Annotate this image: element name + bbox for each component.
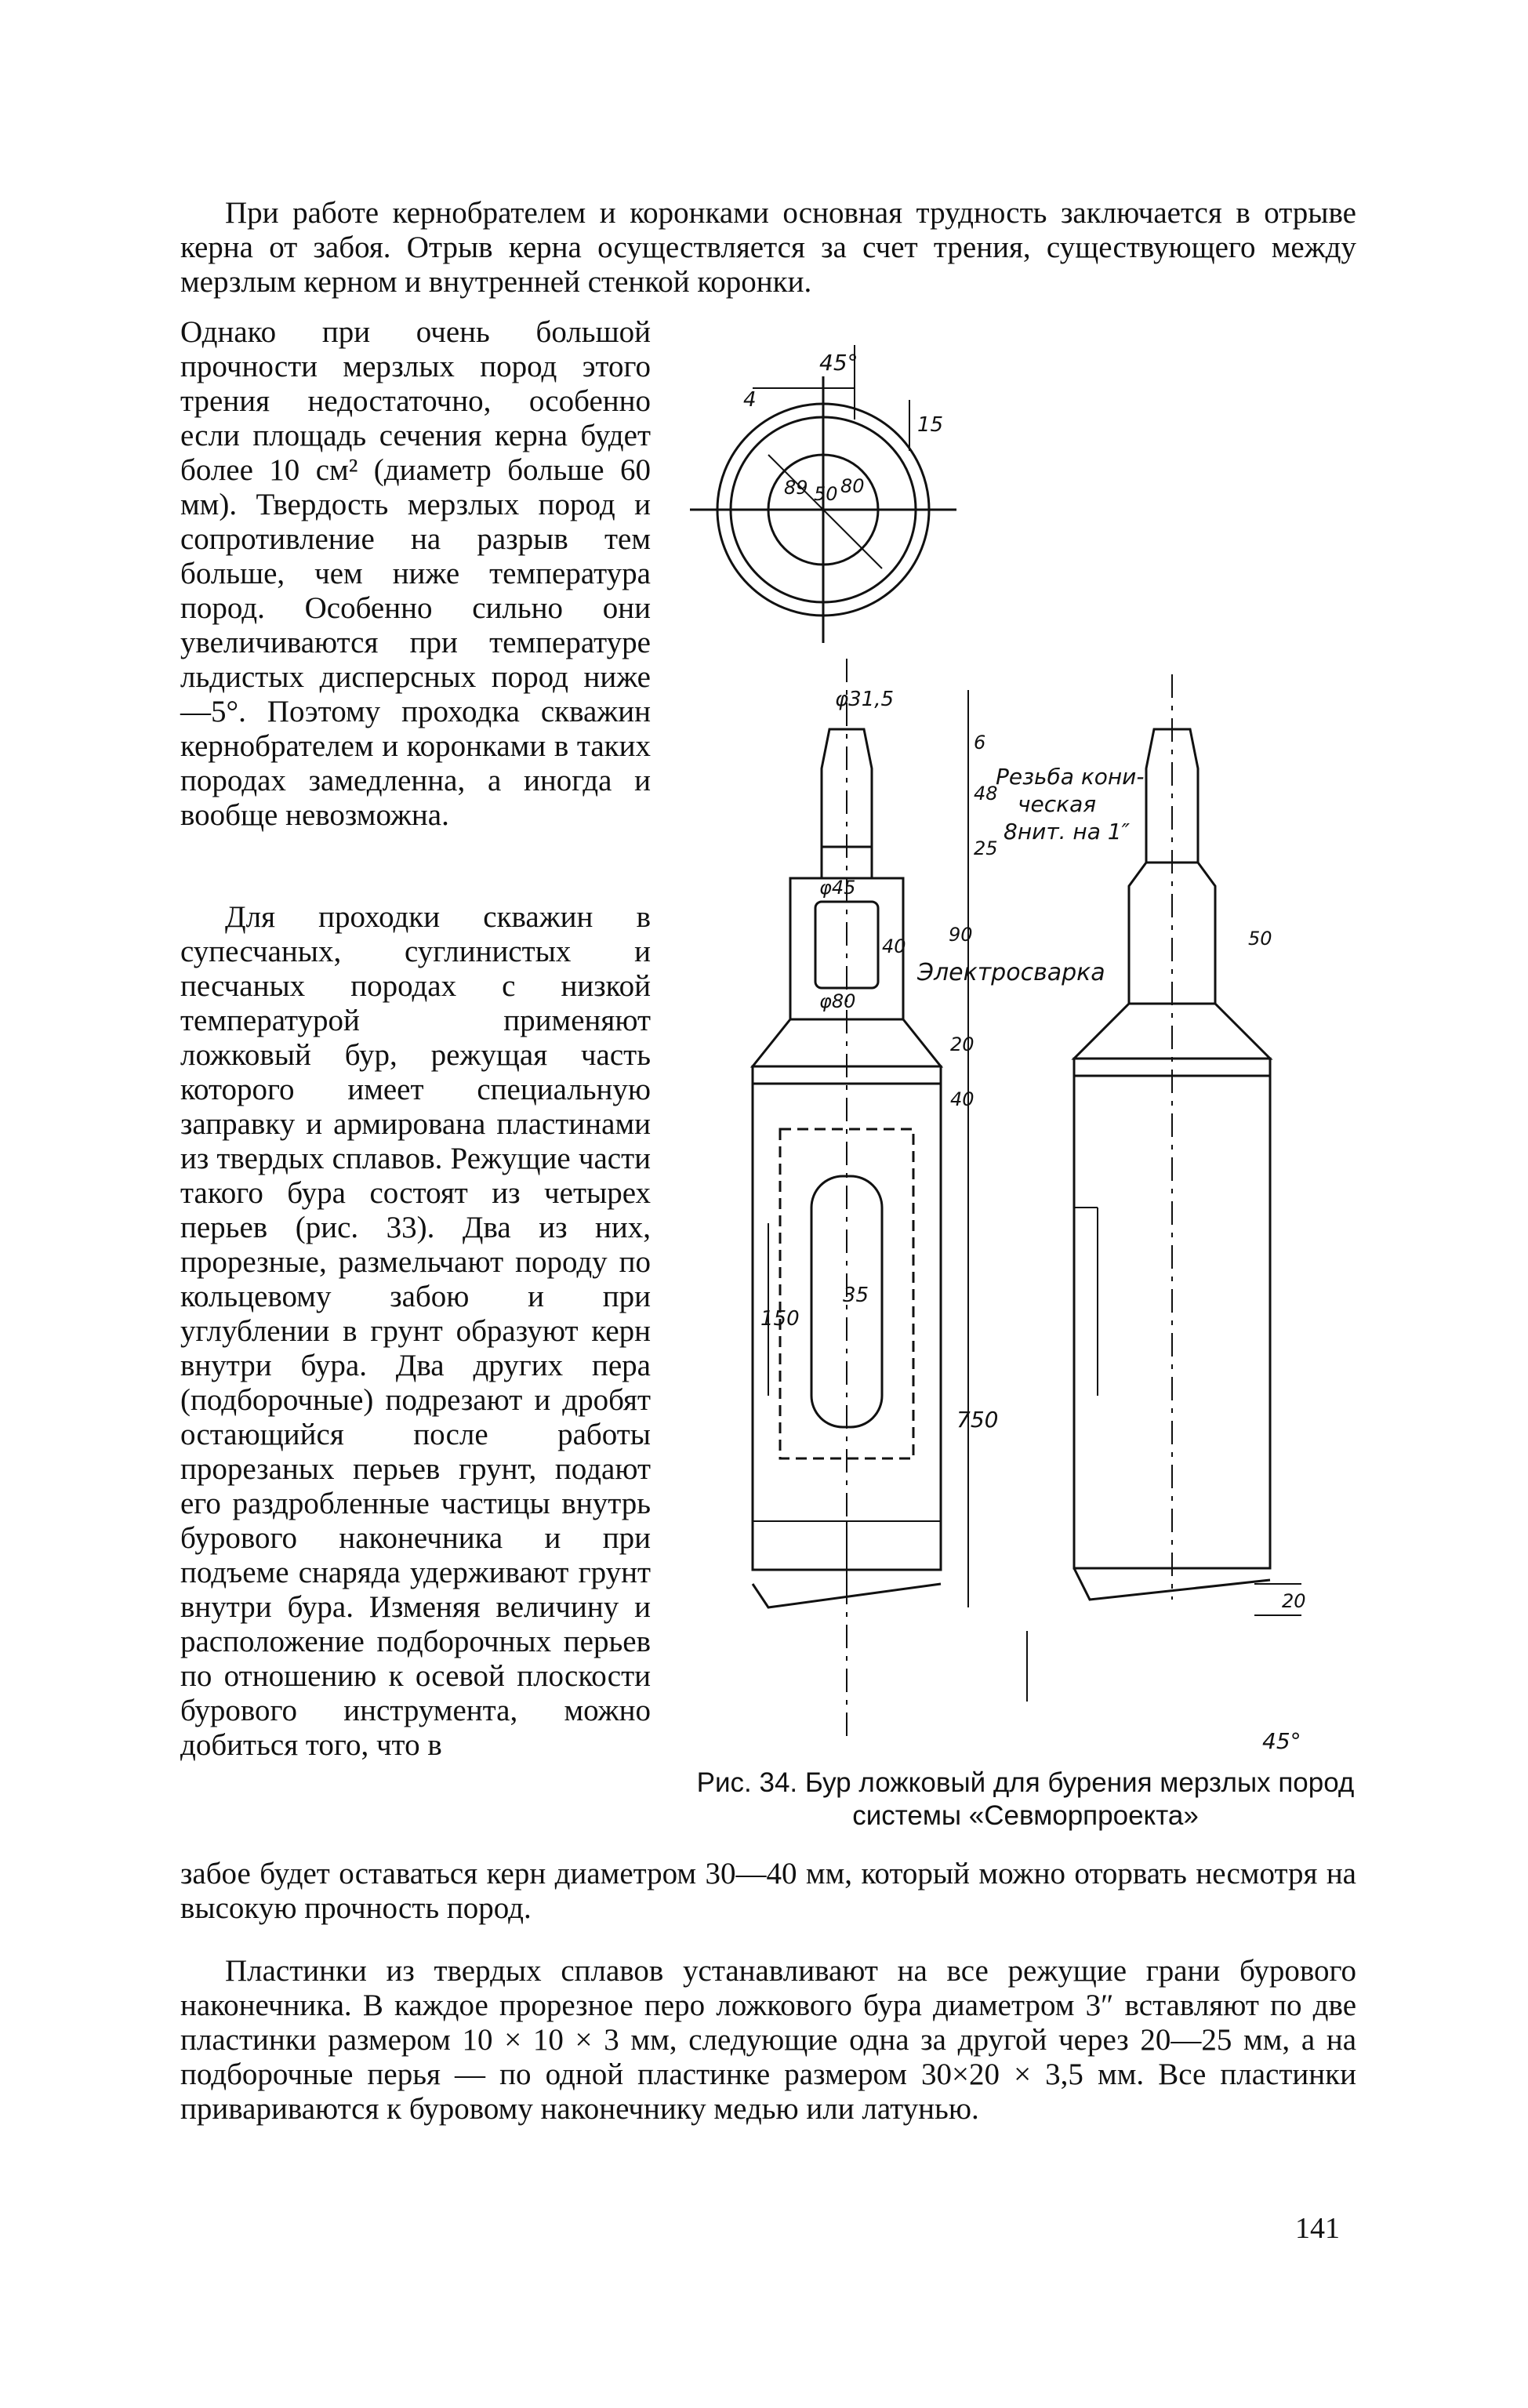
paragraph-continuation: забое будет оставаться керн диаметром 30—40 мм, который можно оторвать несмотря на высокую прочность пород.	[180, 1857, 1356, 1925]
label-dim-20b: 20	[1282, 1590, 1306, 1612]
label-dim-89: 89	[784, 477, 808, 499]
page-number: 141	[1295, 2212, 1340, 2245]
label-thread-line3: 8нит. на 1″	[1004, 819, 1131, 844]
paragraph-narrow-2: Для проходки скважин в супесчаных, суглинистых и песчаных породах с низкой температурой применяют ложковый бур, режущая часть которого имеет специальную заправку и армирована пластинами из твердых сплавов. Режущие части такого бура состоят из четырех перьев (рис. 33). Два из них, прорезные, размельчают породу по кольцевому забою и при углублении в грунт образуют керн внутри бура. Два других пера (подборочные) подрезают и дробят остающийся после работы прорезаных перьев грунт, подают его раздробленные частицы внутрь бурового наконечника и при подъеме снаряда удерживают грунт внутри бура. Изменяя величину и расположение подборочных перьев по отношению к осевой плоскости бурового инструмента, можно добиться того, что в	[180, 900, 651, 1762]
label-phi-31-5: φ31,5	[835, 688, 895, 711]
drill-front-view	[753, 659, 1027, 1741]
label-dim-35: 35	[843, 1284, 869, 1307]
label-dim-6: 6	[974, 732, 986, 754]
label-phi-80: φ80	[819, 990, 856, 1012]
label-dim-50b: 50	[1248, 928, 1272, 950]
figure-caption	[673, 1767, 1378, 1832]
drill-drawing	[659, 314, 1396, 1764]
label-angle-bottom: 45°	[1262, 1728, 1301, 1754]
label-dim-4: 4	[743, 388, 757, 412]
paragraph-intro: При работе кернобрателем и коронками основная трудность заключается в отрыве керна от забоя. Отрыв керна осуществляется за счет трения, существующего между мерзлым керном и внутренней стенкой коронки.	[180, 196, 1356, 299]
label-dim-90: 90	[949, 924, 973, 946]
label-thread-line2: ческая	[1018, 791, 1097, 817]
label-dim-80: 80	[840, 475, 865, 497]
label-dim-750: 750	[956, 1407, 999, 1433]
label-dim-150: 150	[760, 1307, 800, 1331]
label-dim-40a: 40	[882, 935, 906, 957]
caption-line-2: системы «Севморпроекта»	[852, 1800, 1199, 1831]
label-dim-40b: 40	[950, 1088, 975, 1110]
label-thread-line1: Резьба кони-	[996, 764, 1145, 790]
label-angle-top: 45°	[819, 350, 858, 376]
label-dim-48: 48	[974, 783, 998, 804]
label-dim-50: 50	[814, 483, 838, 505]
figure-drill	[659, 314, 1396, 1764]
label-dim-15: 15	[917, 413, 944, 437]
label-dim-20a: 20	[950, 1033, 975, 1055]
drill-side-view	[1074, 674, 1301, 1615]
paragraph-narrow-1: Однако при очень большой прочности мерзлых пород этого трения недостаточно, особенно если площадь сечения керна будет более 10 см² (диаметр больше 60 мм). Твердость мерзлых пород и сопротивление на разрыв тем больше, чем ниже температура пород. Особенно сильно они увеличиваются при температуре льдистых дисперсных пород ниже —5°. Поэтому проходка скважин кернобрателем и коронками в таких породах замедленна, а иногда и вообще невозможна.	[180, 315, 651, 832]
caption-line-1: Рис. 34. Бур ложковый для бурения мерзлых пород	[696, 1767, 1355, 1798]
label-phi-45: φ45	[819, 877, 856, 899]
paragraph-last: Пластинки из твердых сплавов устанавливают на все режущие грани бурового наконечника. В каждое прорезное перо ложкового бура диаметром 3″ вставляют по две пластинки размером 10 × 10 × 3 мм, следующие одна за другой через 20—25 мм, а на подборочные перья — по одной пластинке размером 30×20 × 3,5 мм. Все пластинки привариваются к буровому наконечнику медью или латунью.	[180, 1954, 1356, 2126]
label-welding: Электросварка	[917, 959, 1105, 986]
label-dim-25: 25	[974, 837, 998, 859]
